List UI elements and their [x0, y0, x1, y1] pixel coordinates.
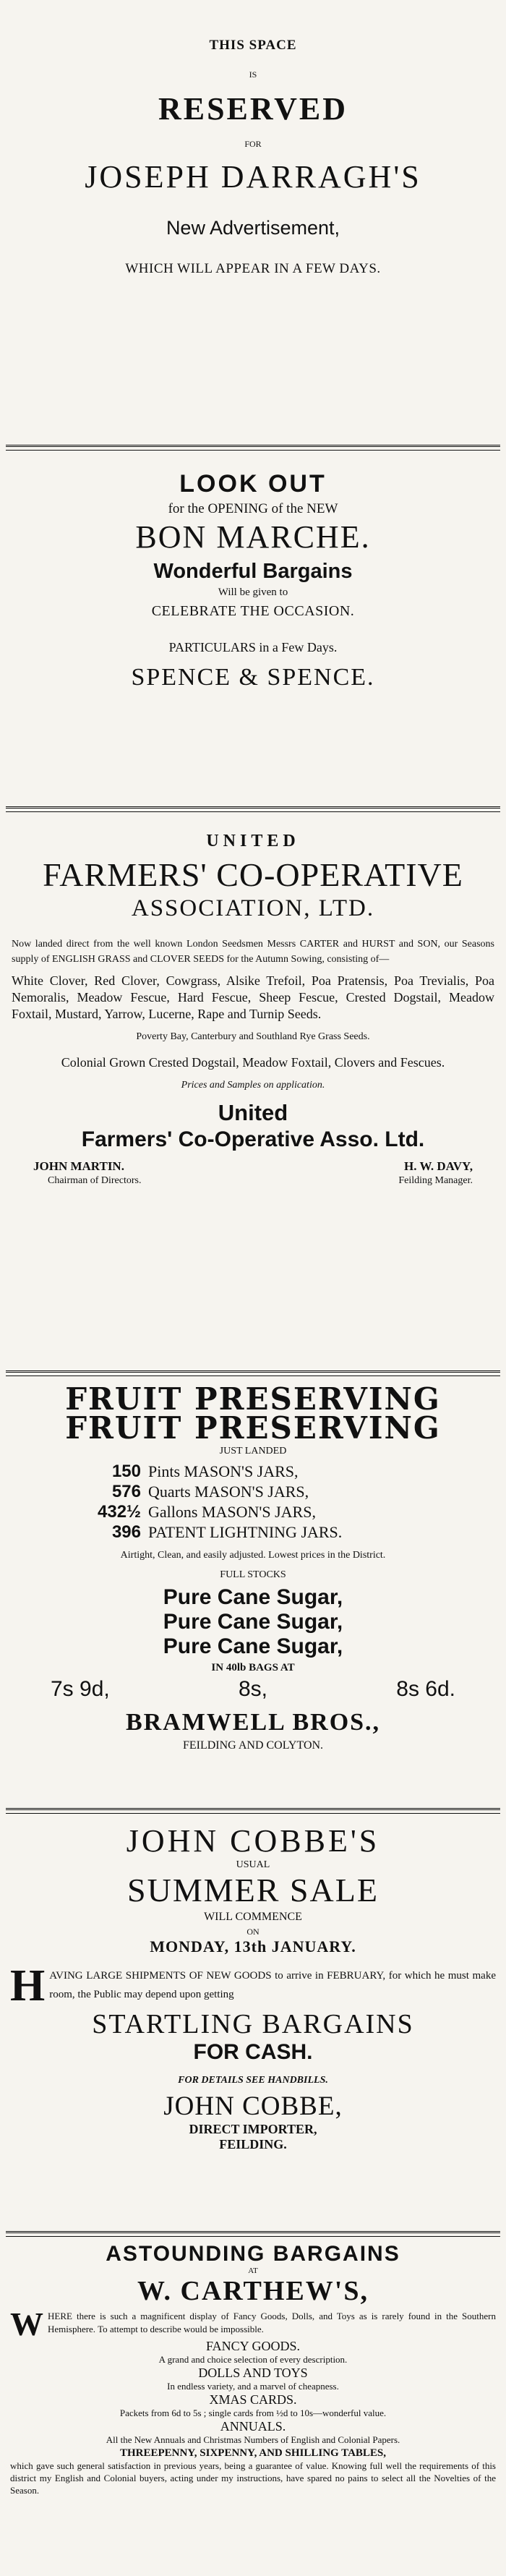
farmers-signatures — [7, 1159, 499, 1187]
sugar-line: Pure Cane Sugar, — [163, 1610, 343, 1634]
tables-desc: which gave such general satisfaction in previous years, being a guarantee of value. Knowing full well the requirements of this district my English and Colonial buyers, acting under my instructions, have spared no pains to select all the Novelties of the Season. — [10, 2460, 496, 2496]
farmers-title: FARMERS' CO-OPERATIVE — [43, 856, 463, 893]
bon-marche-line5: Will be given to — [218, 587, 288, 598]
farmers-signature-left — [33, 1159, 141, 1187]
farmers-prices: Prices and Samples on application. — [181, 1080, 325, 1091]
bramwell-place: FEILDING AND COLYTON. — [182, 1739, 324, 1752]
sugar-prices — [7, 1677, 499, 1702]
darragh-line7: WHICH WILL APPEAR IN A FEW DAYS. — [125, 261, 381, 276]
farmers-left-title: Chairman of Directors. — [48, 1175, 142, 1186]
cobbe-body-text: AVING LARGE SHIPMENTS OF NEW GOODS to arrive in FEBRUARY, for which he must make room, the Public may depend upon getting — [49, 1970, 496, 2000]
jar-list — [7, 1462, 499, 1543]
fruit-preserving-2: FRUIT PRESERVING — [65, 1410, 441, 1446]
carthew-dropcap: W — [10, 2306, 43, 2342]
xmas-cards: XMAS CARDS. — [209, 2392, 297, 2407]
cobbe-ad — [0, 1822, 506, 2152]
startling-bargains: STARTLING BARGAINS — [92, 2009, 414, 2039]
sugar-line: Pure Cane Sugar, — [163, 1634, 343, 1658]
darragh-name: JOSEPH DARRAGH'S — [85, 159, 421, 195]
sugar-price: 7s 9d, — [51, 1677, 110, 1701]
bon-marche-line6: CELEBRATE THE OCCASION. — [151, 603, 355, 619]
sugar-price: 8s 6d. — [396, 1677, 455, 1701]
cobbe-body — [7, 1961, 499, 2010]
jar-desc: Quarts MASON'S JARS, — [148, 1483, 309, 1501]
divider — [6, 806, 500, 812]
farmers-footer-united: United — [218, 1100, 288, 1125]
wonderful-bargains: Wonderful Bargains — [153, 560, 353, 583]
farmers-association: ASSOCIATION, LTD. — [131, 895, 375, 921]
carthew-at: AT — [248, 2266, 258, 2275]
farmers-colonial: Colonial Grown Crested Dogstail, Meadow Foxtail, Clovers and Fescues. — [61, 1055, 445, 1070]
divider — [6, 1808, 500, 1814]
jar-item — [7, 1502, 499, 1522]
darragh-line1: THIS SPACE — [209, 38, 297, 53]
astounding-bargains: ASTOUNDING BARGAINS — [106, 2242, 400, 2266]
jar-qty: 150 — [111, 1462, 141, 1481]
farmers-right-name: H. W. DAVY, — [404, 1159, 473, 1173]
darragh-new-ad: New Advertisement, — [166, 217, 340, 239]
for-cash: FOR CASH. — [193, 2040, 313, 2064]
jar-desc: Gallons MASON'S JARS, — [148, 1503, 316, 1521]
jar-qty: 432½ — [98, 1502, 142, 1522]
farmers-left-name: JOHN MARTIN. — [33, 1159, 124, 1173]
cobbe-on: ON — [246, 1927, 260, 1937]
summer-sale: SUMMER SALE — [127, 1872, 379, 1908]
jar-qty: 396 — [111, 1522, 141, 1542]
dolls-desc: In endless variety, and a marvel of cheapness. — [167, 2381, 339, 2392]
look-out-heading: LOOK OUT — [179, 470, 327, 498]
bon-marche-line7: PARTICULARS in a Few Days. — [168, 640, 338, 654]
farmers-signature-right — [398, 1159, 473, 1187]
farmers-intro: Now landed direct from the well known London Seedsmen Messrs CARTER and HURST and SON, our Seasons supply of ENGLISH GRASS and CLOVER SEEDS for the Autumn Sowing, consisting of— — [12, 939, 494, 965]
cobbe-handbills: FOR DETAILS SEE HANDBILLS. — [178, 2075, 328, 2086]
fruit-preserving-1: FRUIT PRESERVING — [65, 1381, 441, 1417]
divider — [6, 1370, 500, 1376]
farmers-poverty: Poverty Bay, Canterbury and Southland Rye Grass Seeds. — [136, 1031, 370, 1042]
jar-qty: 576 — [111, 1482, 141, 1501]
xmas-desc: Packets from 6d to 5s ; single cards from ½d to 10s—wonderful value. — [119, 2407, 387, 2418]
carthew-ad — [0, 2242, 506, 2496]
carthew-name: W. CARTHEW'S, — [137, 2276, 369, 2306]
bon-marche-ad — [0, 470, 506, 691]
jar-desc: PATENT LIGHTNING JARS. — [148, 1523, 343, 1541]
cobbe-importer: DIRECT IMPORTER, — [189, 2122, 317, 2136]
darragh-reserved: RESERVED — [158, 91, 348, 127]
jar-desc: Pints MASON'S JARS, — [148, 1462, 299, 1480]
bramwell-full-stocks: FULL STOCKS — [220, 1569, 286, 1580]
carthew-body — [7, 2306, 499, 2342]
bon-marche-title: BON MARCHE. — [135, 519, 371, 555]
darragh-line2: IS — [249, 69, 257, 80]
fancy-goods-desc: A grand and choice selection of every description. — [158, 2354, 348, 2365]
darragh-ad — [0, 38, 506, 277]
annuals-desc: All the New Annuals and Christmas Numbers of English and Colonial Papers. — [106, 2434, 400, 2445]
cobbe-commence: WILL COMMENCE — [204, 1911, 302, 1923]
bon-marche-line2: for the OPENING of the NEW — [168, 501, 338, 516]
farmers-right-title: Feilding Manager. — [398, 1175, 473, 1186]
farmers-ad — [0, 832, 506, 1187]
farmers-united: UNITED — [206, 832, 300, 850]
farmers-footer-name: Farmers' Co-Operative Asso. Ltd. — [81, 1127, 425, 1151]
darragh-line4: FOR — [244, 139, 262, 149]
bramwell-bags: IN 40lb BAGS AT — [211, 1662, 295, 1673]
shilling-tables: THREEPENNY, SIXPENNY, AND SHILLING TABLES, — [119, 2447, 387, 2459]
fancy-goods: FANCY GOODS. — [205, 2339, 301, 2353]
divider — [6, 2231, 500, 2237]
farmers-grasses: White Clover, Red Clover, Cowgrass, Alsike Trefoil, Poa Pratensis, Poa Trevialis, Poa Nemoralis, Meadow Fescue, Hard Fescue, Sheep Fescue, Crested Dogstail, Meadow Foxtail, Mustard, Yarrow, Lucerne, Rape and Turnip Seeds. — [12, 973, 494, 1021]
dolls-and-toys: DOLLS AND TOYS — [198, 2366, 308, 2380]
bramwell-airtight: Airtight, Clean, and easily adjusted. Lowest prices in the District. — [120, 1550, 386, 1561]
cobbe-name: JOHN COBBE, — [163, 2091, 343, 2121]
cobbe-usual: USUAL — [236, 1859, 270, 1870]
cobbe-title: JOHN COBBE'S — [126, 1823, 380, 1859]
jar-item — [7, 1522, 499, 1543]
cobbe-date: MONDAY, 13th JANUARY. — [150, 1937, 356, 1956]
cobbe-dropcap: H — [10, 1961, 46, 2010]
jar-item — [7, 1462, 499, 1482]
sugar-line: Pure Cane Sugar, — [163, 1585, 343, 1609]
sugar-price: 8s, — [238, 1677, 268, 1701]
cobbe-place: FEILDING. — [219, 2137, 287, 2151]
annuals: ANNUALS. — [220, 2419, 286, 2434]
bramwell-name: BRAMWELL BROS., — [125, 1709, 381, 1736]
carthew-body-text: HERE there is such a magnificent display of Fancy Goods, Dolls, and Toys as is rarely found in the Southern Hemisphere. To attempt to describe would be impossible. — [48, 2311, 496, 2334]
bramwell-just-landed: JUST LANDED — [219, 1446, 287, 1457]
spence-and-spence: SPENCE & SPENCE. — [131, 664, 375, 691]
bramwell-ad — [0, 1381, 506, 1752]
jar-item — [7, 1482, 499, 1502]
divider — [6, 445, 500, 451]
